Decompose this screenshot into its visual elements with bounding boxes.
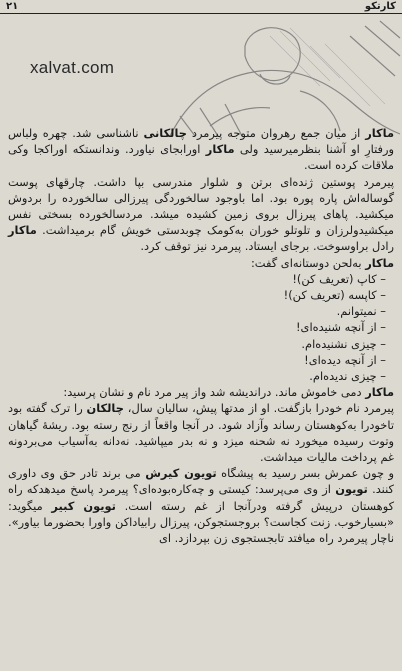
paragraph-3 <box>8 255 394 271</box>
body-text <box>8 125 394 546</box>
name-makar: ماکار <box>365 385 394 400</box>
page-number: ۲۱ <box>6 1 19 12</box>
text-run: اورابجای نیاورد. وندانستکه اوراکجا وکی ملاقات کرده است. <box>8 142 394 173</box>
text-run: را ترک گفته بود تاخودرا به‌کوهستان رساند وآزاد شود. در آنجا واقعاً از رنج رسته بود. ریشهٔ گیاهان وتوت رسیده میخورد نه شحنه میزد و نه بدر میپاشید. نه‌دانه به‌آسیاب می‌بردونه غم پرداخت مالیات میداشت. <box>8 401 394 465</box>
text-run: ناشناسی شد. چهره ولباس ورفتارِ او آشنا بنظرمیرسید ولی <box>8 126 394 157</box>
page-header <box>0 0 402 14</box>
name-chalkan: چالکان <box>86 401 124 416</box>
text-run: می برند تادر حق وی داوری کنند. <box>8 466 394 497</box>
dialogue-line: – کاپ (تعریف کن)! <box>292 271 386 286</box>
dialogue-line: – از آنچه دیده‌ای! <box>304 352 386 367</box>
text-run: میگوید: «بسیارخوب. زنت کجاست؟ بروجستجوکن، پیرزال رابیاداکن واورا بحضورما بیاور». ناچار پیرمرد راه میافتد تابجستجوی زن بپردازد. ای <box>8 498 394 546</box>
text-run: رادل براوسوخت. برجای ایستاد. پیرمرد نیز توقف کرد. <box>140 239 394 254</box>
text-run: پیرمرد پوستین ژنده‌ای برتن و شلوار مندرسی بپا داشت. چارقهای پوست گوساله‌اش پاره پوره بود. اما باوجود سالخوردگی پیرزالی سالخورده را بردوش میکشید. پاهای پیرزال بروی زمین کشیده میشد. مردسالخورده بسختی نفس میکشیدولرزان و تلوتلو خوران به‌کومک چوبدستی خویش گام برمیداشت. <box>8 174 394 238</box>
dialogue-line: – چیزی ندیده‌ام. <box>309 369 386 384</box>
paragraph-5 <box>8 400 394 465</box>
name-makar: ماکار <box>365 255 394 270</box>
pencil-illustration <box>150 16 402 142</box>
name-toyon: تویون <box>335 482 368 497</box>
paragraph-1 <box>8 125 394 174</box>
name-chalkani: چالکانی <box>143 126 187 140</box>
paragraph-6 <box>8 465 394 546</box>
paragraph-2 <box>8 174 394 255</box>
paragraph-4 <box>8 384 394 400</box>
text-run: و چون عمرش بسر رسید به پیشگاه <box>216 466 395 481</box>
name-makar: ماکار <box>365 126 394 140</box>
name-toyon-kabir: تویون کبیر <box>51 498 116 513</box>
watermark-text: xalvat.com <box>30 58 115 77</box>
text-run: به‌لحن دوستانه‌ای گفت: <box>250 255 366 270</box>
name-makar: ماکار <box>8 223 37 238</box>
text-run: از وی می‌پرسد: کیستی و چه‌کاره‌بوده‌ای؟ پیرمرد پاسخ میدهدکه راه کوهستان درپیش گرفته ودرآنجا از غم رسته است. <box>8 482 394 513</box>
dialogue-line: – نمیتوانم. <box>336 304 386 319</box>
text-run: از میان جمع رهروان متوجه پیرمرد <box>186 126 366 140</box>
running-title: کارتکو <box>364 1 396 12</box>
dialogue-list <box>8 271 394 384</box>
text-run: پیرمرد نام خودرا بازگفت. او از مدتها پیش، سالیان سال، <box>123 401 394 416</box>
text-run: دمی خاموش ماند. درانديشه شد واز پیر مرد نام و نشان پرسید: <box>63 385 366 400</box>
dialogue-line: – از آنچه شنیده‌ای! <box>295 320 386 335</box>
name-toyon-kirsh: تویون کیرش <box>145 466 217 481</box>
name-makar: ماکار <box>205 142 235 157</box>
dialogue-line: – کاپسه (تعریف کن)! <box>283 288 386 303</box>
dialogue-line: – چیزی نشنیده‌ام. <box>301 336 386 351</box>
